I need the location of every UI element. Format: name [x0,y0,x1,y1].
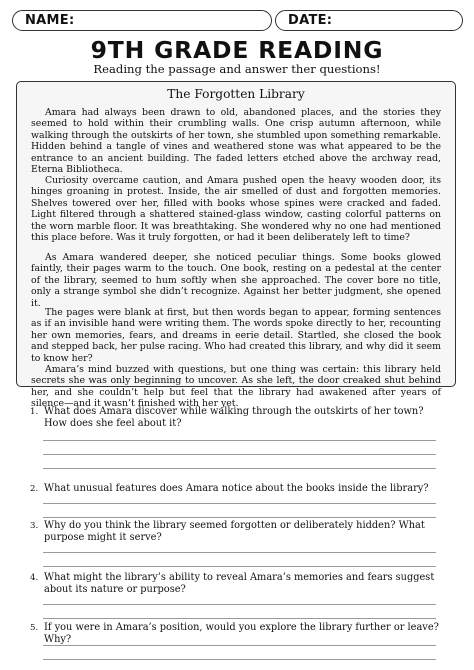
worksheet-title: 9TH GRADE READING [90,36,384,64]
passage-paragraph: As Amara wandered deeper, she noticed peculiar things. Some books glowed faintly, their pages warm to the touch. One book, resting on a pedestal at the center of the library, seemed to hum softly when she approached. The cover bore no title, only a strange symbol she didn’t recognize. Against her better judgment, she opened it. [31,252,441,309]
answer-line[interactable] [43,454,436,455]
passage-paragraph: Amara had always been drawn to old, abandoned places, and the stories they seemed to hold within their crumbling walls. One crisp autumn afternoon, while walking through the outskirts of her town, she stumbled upon something remarkable. Hidden behind a tangle of vines and weathered stone was what appeared to be the entrance to an ancient building. The faded letters etched above the archway read, Eterna Bibliotheca. [31,107,441,176]
reading-passage [16,81,456,410]
date-label: DATE: [288,13,333,28]
question-number: 5. [30,623,39,633]
question-text: If you were in Amara’s position, would you explore the library further or leave? Why? [44,622,439,645]
passage-paragraph: Curiosity overcame caution, and Amara pushed open the heavy wooden door, its hinges groaning in protest. Inside, the air smelled of dust and forgotten memories. Shelves towered over her, filled with books whose spines were cracked and faded. Light filtered through a shattered stained-glass window, casting colorful patterns on the worn marble floor. It was breathtaking. She wondered why no one had mentioned this place before. Was it truly forgotten, or had it been deliberately left to time? [31,175,441,244]
question-text: What unusual features does Amara notice about the books inside the library? [44,483,429,494]
question-text: What does Amara discover while walking through the outskirts of her town? How does she feel about it? [44,406,424,429]
name-field[interactable] [12,10,272,31]
date-field[interactable] [275,10,463,31]
passage-title: The Forgotten Library [167,87,305,101]
question-text: What might the library’s ability to reveal Amara’s memories and fears suggest about its nature or purpose? [44,572,435,595]
question-number: 3. [30,521,39,531]
answer-line[interactable] [43,566,436,567]
answer-line[interactable] [43,659,436,660]
question-number: 1. [30,407,39,417]
answer-line[interactable] [43,645,436,646]
question-text: Why do you think the library seemed forgotten or deliberately hidden? What purpose might it serve? [44,520,425,543]
passage-paragraph: The pages were blank at first, but then words began to appear, forming sentences as if an invisible hand were writing them. The words spoke directly to her, recounting her own memories, fears, and dreams in eerie detail. Startled, she closed the book and stepped back, her pulse racing. Who had created this library, and why did it seem to know her? [31,307,441,364]
answer-line[interactable] [43,440,436,441]
answer-line[interactable] [43,618,436,619]
question-number: 2. [30,484,39,494]
answer-line[interactable] [43,468,436,469]
answer-line[interactable] [43,552,436,553]
answer-line[interactable] [43,517,436,518]
answer-line[interactable] [43,503,436,504]
worksheet-subtitle: Reading the passage and answer ther questions! [93,62,381,76]
question-number: 4. [30,573,39,583]
answer-line[interactable] [43,604,436,605]
name-label: NAME: [25,13,75,28]
passage-paragraph: Amara’s mind buzzed with questions, but one thing was certain: this library held secrets she was only beginning to uncover. As she left, the door creaked shut behind her, and she couldn’t help but feel that the library had awakened after years of silence—and it wasn’t finished with her yet. [31,364,441,410]
